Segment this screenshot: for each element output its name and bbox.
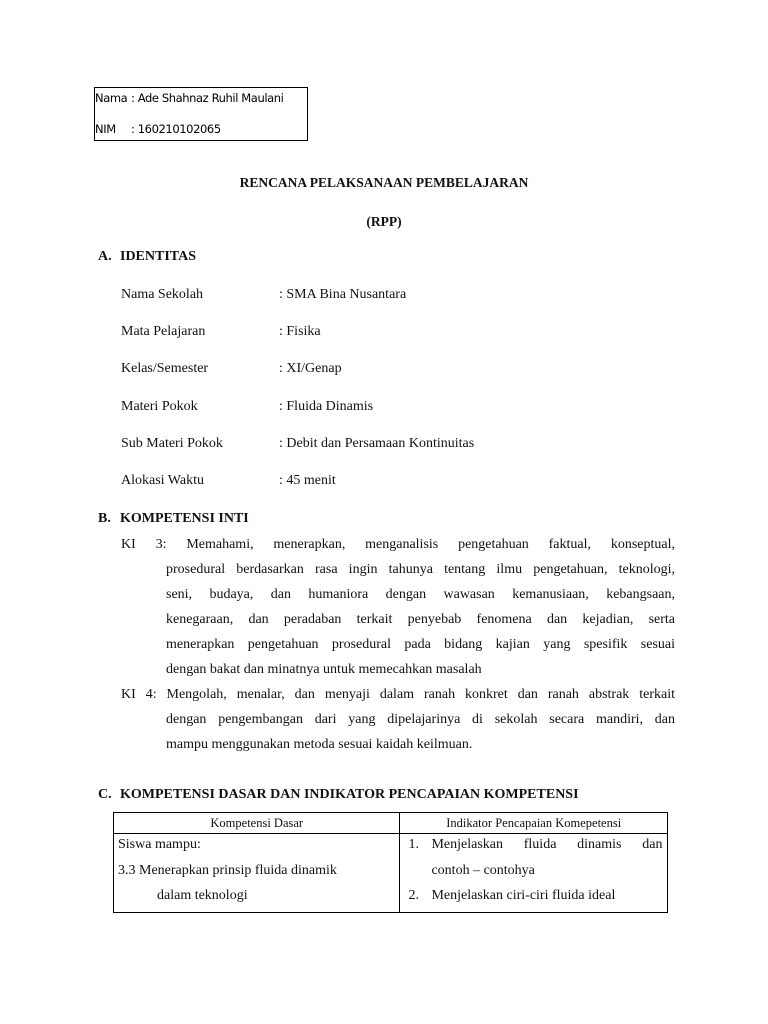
- name-label: Nama: [95, 91, 128, 105]
- document-title: RENCANA PELAKSANAAN PEMBELAJARAN: [239, 175, 529, 190]
- ki3-line: menerapkan pengetahuan prosedural pada bidang kajian yang spesifik sesuai: [166, 637, 675, 652]
- student-nim-line: [95, 122, 221, 136]
- identity-label: Materi Pokok: [121, 399, 198, 414]
- kd-intro: Siswa mampu:: [118, 837, 201, 852]
- document-subtitle: (RPP): [366, 214, 402, 229]
- identity-label: Sub Materi Pokok: [121, 436, 223, 451]
- section-b-title: KOMPETENSI INTI: [120, 511, 249, 526]
- identity-row: [121, 361, 342, 377]
- student-name-line: [95, 91, 283, 105]
- ki4-paragraph: [121, 682, 675, 757]
- identity-value: : Debit dan Persamaan Kontinuitas: [279, 436, 475, 451]
- ki3-line: KI 3: Memahami, menerapkan, menganalisis pengetahuan faktual, konseptual,: [121, 537, 675, 552]
- identity-row: [121, 324, 321, 340]
- ki4-line: mampu menggunakan metoda sesuai kaidah keilmuan.: [166, 737, 473, 752]
- identity-value: : Fluida Dinamis: [279, 399, 374, 414]
- competency-table: [113, 812, 668, 913]
- identity-value: : SMA Bina Nusantara: [279, 287, 407, 302]
- kd-item-line: dalam teknologi: [157, 888, 248, 903]
- ki3-line: seni, budaya, dan humaniora dengan wawasan kemanusiaan, kebangsaan,: [166, 587, 675, 602]
- ki3-line: dengan bakat dan minatnya untuk memecahkan masalah: [166, 662, 482, 677]
- nim-value: : 160210102065: [131, 122, 221, 136]
- ki4-line: dengan pengembangan dari yang dipelajarinya di sekolah secara mandiri, dan: [166, 712, 675, 727]
- section-a-letter: A.: [98, 249, 112, 264]
- ki3-line: kenegaraan, dan peradaban terkait penyebab fenomena dan kejadian, serta: [166, 612, 675, 627]
- identity-label: Alokasi Waktu: [121, 473, 204, 488]
- section-b-letter: B.: [98, 511, 111, 526]
- student-identity-box: [94, 87, 308, 141]
- section-b-heading: [98, 511, 249, 527]
- indicator-line: contoh – contohya: [431, 863, 535, 878]
- identity-row: [121, 287, 406, 303]
- table-row: [114, 834, 668, 913]
- indicator-number: 2.: [408, 888, 419, 903]
- identity-label: Mata Pelajaran: [121, 324, 206, 339]
- identity-row: [121, 473, 336, 489]
- kd-cell: [114, 834, 400, 913]
- column-header-indikator: Indikator Pencapaian Komepetensi: [400, 813, 668, 834]
- name-value: : Ade Shahnaz Ruhil Maulani: [131, 91, 284, 105]
- section-a-title: IDENTITAS: [120, 249, 196, 264]
- ki4-line: KI 4: Mengolah, menalar, dan menyaji dalam ranah konkret dan ranah abstrak terkait: [121, 687, 675, 702]
- identity-row: [121, 399, 373, 415]
- section-c-heading: [98, 787, 579, 803]
- indicator-cell: [400, 834, 668, 913]
- column-header-kompetensi-dasar: Kompetensi Dasar: [114, 813, 400, 834]
- section-a-heading: [98, 249, 196, 265]
- identity-label: Kelas/Semester: [121, 361, 209, 376]
- ki3-paragraph: [121, 532, 675, 682]
- indicator-number: 1.: [408, 837, 419, 852]
- section-c-letter: C.: [98, 787, 112, 802]
- kd-item-line: 3.3 Menerapkan prinsip fluida dinamik: [118, 863, 337, 878]
- nim-label: NIM: [95, 122, 116, 136]
- indicator-line: Menjelaskan ciri-ciri fluida ideal: [431, 888, 616, 903]
- identity-value: : 45 menit: [279, 473, 336, 488]
- indicator-line: Menjelaskan fluida dinamis dan: [431, 837, 663, 852]
- identity-value: : Fisika: [279, 324, 321, 339]
- ki3-line: prosedural berdasarkan rasa ingin tahunya tentang ilmu pengetahuan, teknologi,: [166, 562, 675, 577]
- identity-value: : XI/Genap: [279, 361, 342, 376]
- identity-label: Nama Sekolah: [121, 287, 204, 302]
- section-c-title: KOMPETENSI DASAR DAN INDIKATOR PENCAPAIAN KOMPETENSI: [120, 787, 579, 802]
- identity-row: [121, 436, 474, 452]
- table-header-row: [114, 813, 668, 834]
